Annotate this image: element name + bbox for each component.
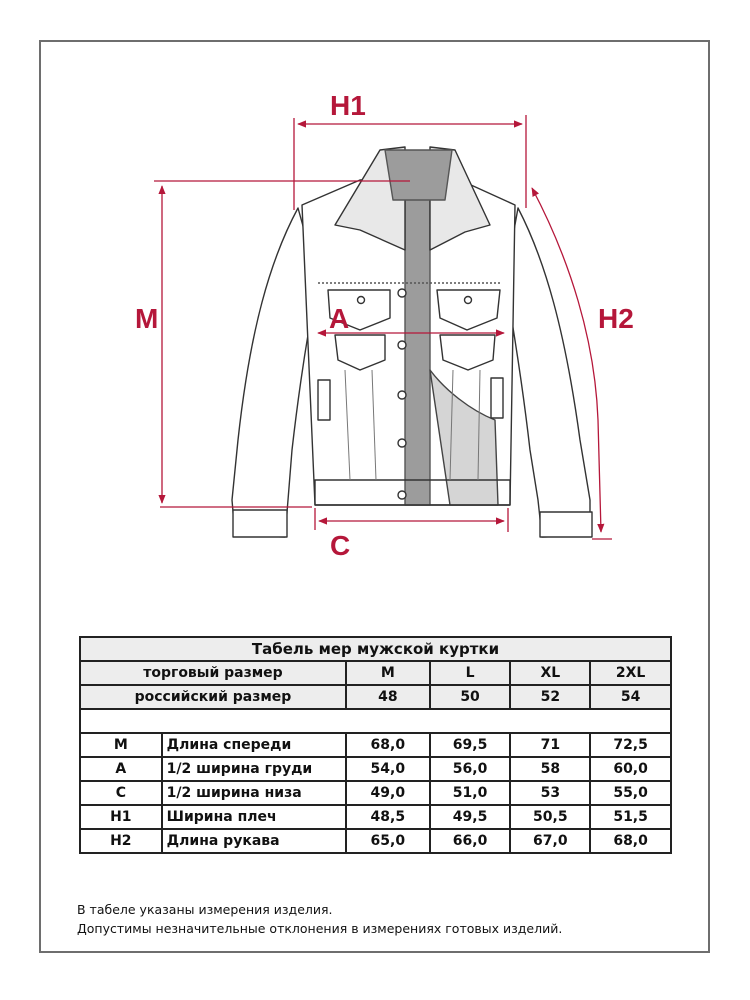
trade-size-row	[80, 661, 671, 685]
table-title-row	[80, 637, 671, 661]
measure-value: 65,0	[346, 829, 430, 853]
size-table	[79, 636, 672, 854]
russian-size-cell: 50	[430, 685, 511, 709]
measure-code: H2	[80, 829, 162, 853]
measure-name: 1/2 ширина груди	[162, 757, 346, 781]
trade-size-cell: M	[346, 661, 430, 685]
measure-value: 72,5	[590, 733, 671, 757]
measure-value: 51,5	[590, 805, 671, 829]
right-sleeve	[505, 208, 590, 537]
table-row	[80, 757, 671, 781]
label-m: M	[135, 303, 159, 334]
label-c: C	[330, 530, 351, 561]
measure-value: 60,0	[590, 757, 671, 781]
table-title: Табель мер мужской куртки	[80, 637, 671, 661]
right-cuff	[540, 512, 592, 537]
measure-value: 49,0	[346, 781, 430, 805]
notes	[77, 900, 562, 938]
measure-name: Ширина плеч	[162, 805, 346, 829]
note-line: Допустимы незначительные отклонения в измерениях готовых изделий.	[77, 921, 563, 936]
note-line: В табеле указаны измерения изделия.	[77, 902, 333, 917]
measure-value: 68,0	[590, 829, 671, 853]
measure-code: C	[80, 781, 162, 805]
jacket-illustration	[232, 147, 592, 537]
measure-code: A	[80, 757, 162, 781]
measure-code: H1	[80, 805, 162, 829]
measure-value: 54,0	[346, 757, 430, 781]
russian-size-label: российский размер	[80, 685, 346, 709]
measure-value: 55,0	[590, 781, 671, 805]
measure-value: 48,5	[346, 805, 430, 829]
measure-value: 53	[510, 781, 590, 805]
measure-value: 71	[510, 733, 590, 757]
left-cuff	[233, 510, 287, 537]
russian-size-cell: 52	[510, 685, 590, 709]
trade-size-cell: XL	[510, 661, 590, 685]
measure-value: 56,0	[430, 757, 511, 781]
trade-size-cell: L	[430, 661, 511, 685]
label-a: A	[329, 303, 350, 334]
russian-size-cell: 48	[346, 685, 430, 709]
label-h2: H2	[598, 303, 634, 334]
jacket-lining	[405, 175, 430, 505]
measure-name: 1/2 ширина низа	[162, 781, 346, 805]
measure-value: 69,5	[430, 733, 511, 757]
measure-name: Длина рукава	[162, 829, 346, 853]
table-row	[80, 829, 671, 853]
measure-code: M	[80, 733, 162, 757]
trade-size-cell: 2XL	[590, 661, 671, 685]
table-row	[80, 733, 671, 757]
measure-value: 51,0	[430, 781, 511, 805]
russian-size-row	[80, 685, 671, 709]
label-h1: H1	[330, 90, 366, 121]
measure-value: 49,5	[430, 805, 511, 829]
measure-value: 68,0	[346, 733, 430, 757]
table-row	[80, 781, 671, 805]
measure-value: 50,5	[510, 805, 590, 829]
measure-value: 66,0	[430, 829, 511, 853]
table-row	[80, 805, 671, 829]
spacer-row	[80, 709, 671, 733]
trade-size-label: торговый размер	[80, 661, 346, 685]
measure-value: 67,0	[510, 829, 590, 853]
russian-size-cell: 54	[590, 685, 671, 709]
measure-value: 58	[510, 757, 590, 781]
measure-name: Длина спереди	[162, 733, 346, 757]
